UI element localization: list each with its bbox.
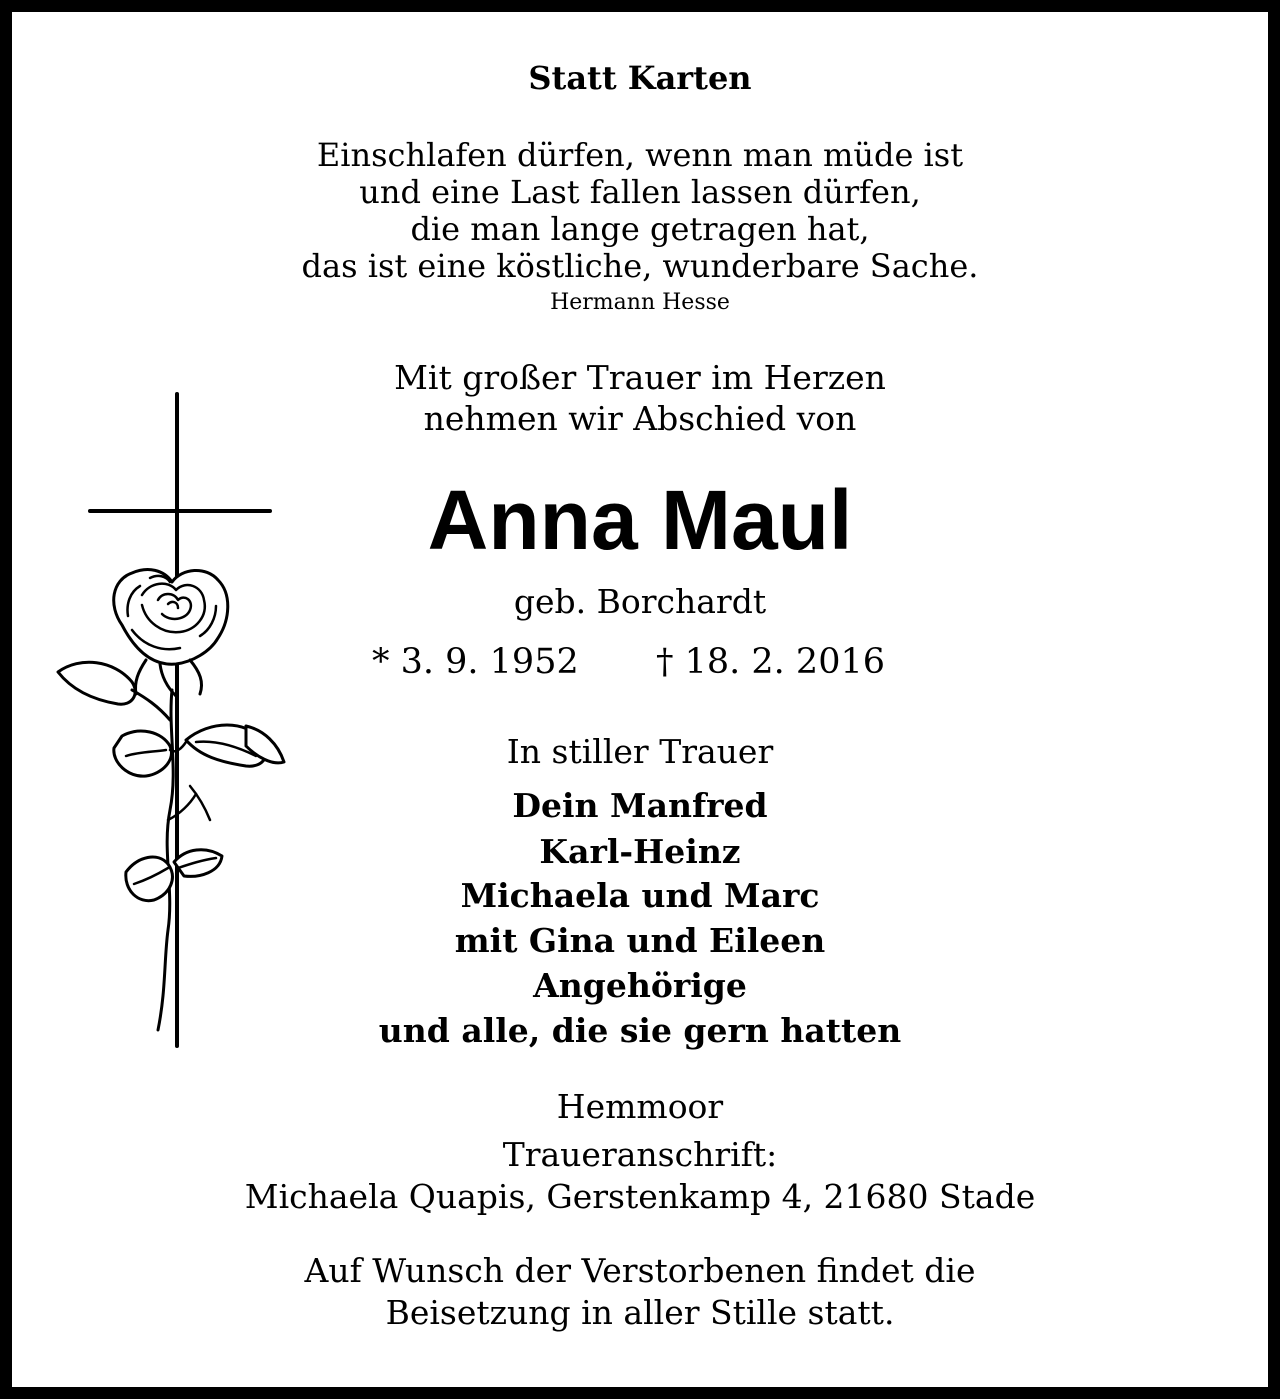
mourner-name: Michaela und Marc bbox=[460, 876, 820, 915]
notice-heading: Statt Karten bbox=[528, 59, 752, 97]
poem-line: das ist eine köstliche, wunderbare Sache. bbox=[301, 247, 979, 285]
poem-line: und eine Last fallen lassen dürfen, bbox=[359, 173, 921, 211]
mourner-name: Karl-Heinz bbox=[539, 832, 741, 871]
burial-note-line: Auf Wunsch der Verstorbenen findet die bbox=[304, 1251, 976, 1290]
death-date: † 18. 2. 2016 bbox=[656, 642, 886, 682]
intro-line: nehmen wir Abschied von bbox=[423, 399, 857, 438]
poem-author: Hermann Hesse bbox=[550, 290, 730, 315]
mourner-name: Dein Manfred bbox=[512, 786, 768, 825]
mourner-name: und alle, die sie gern hatten bbox=[378, 1011, 902, 1050]
address-place: Hemmoor bbox=[556, 1087, 724, 1126]
address-line: Michaela Quapis, Gerstenkamp 4, 21680 Stade bbox=[244, 1177, 1036, 1216]
poem-line: Einschlafen dürfen, wenn man müde ist bbox=[316, 136, 964, 174]
birth-date: * 3. 9. 1952 bbox=[372, 642, 579, 682]
intro-line: Mit großer Trauer im Herzen bbox=[394, 358, 886, 397]
burial-note-line: Beisetzung in aller Stille statt. bbox=[385, 1293, 895, 1332]
poem-line: die man lange getragen hat, bbox=[410, 210, 870, 248]
address-label: Traueranschrift: bbox=[502, 1135, 778, 1174]
mourner-name: mit Gina und Eileen bbox=[454, 921, 826, 960]
mourners-intro: In stiller Trauer bbox=[506, 732, 774, 771]
deceased-name: Anna Maul bbox=[427, 473, 853, 567]
maiden-name: geb. Borchardt bbox=[513, 582, 767, 621]
mourner-name: Angehörige bbox=[533, 966, 747, 1005]
